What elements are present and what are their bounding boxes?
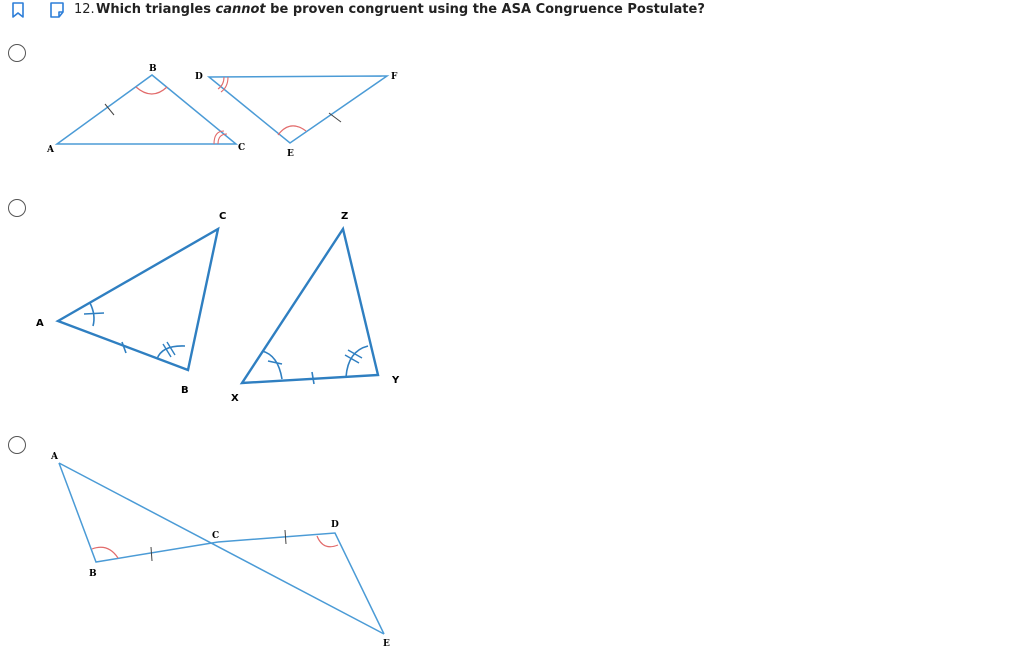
- triangle-abc: [57, 75, 236, 144]
- question-number: 12.: [74, 2, 95, 17]
- label-b: B: [149, 64, 157, 74]
- label-z: Z: [341, 211, 349, 222]
- note-icon[interactable]: [48, 1, 66, 19]
- label-a: A: [47, 145, 54, 155]
- tick-mark-ef: [329, 113, 341, 122]
- question-text-emphasis: cannot: [215, 2, 266, 17]
- label-d: D: [195, 72, 203, 82]
- angle-tick-a: [84, 313, 104, 314]
- label-a: A: [36, 318, 44, 329]
- triangle-xyz: [242, 229, 378, 383]
- label-c: C: [212, 531, 220, 541]
- question-header: [0, 0, 1013, 20]
- label-f: F: [391, 72, 398, 82]
- label-d: D: [331, 520, 339, 530]
- angle-mark-x: [262, 351, 282, 379]
- angle-mark-b: [136, 87, 167, 94]
- label-b: B: [181, 385, 189, 396]
- answer-radio-option-1[interactable]: [8, 44, 26, 62]
- angle-tick-x: [268, 361, 282, 364]
- tick-mark-cd: [285, 530, 286, 544]
- question-text: [96, 1, 705, 18]
- answer-radio-option-3[interactable]: [8, 436, 26, 454]
- option-3-figure: [30, 445, 430, 657]
- label-x: X: [231, 393, 239, 404]
- triangle-abc-sides: [59, 463, 218, 562]
- label-y: Y: [392, 375, 400, 386]
- option-2-figure: [30, 205, 430, 405]
- question-text-end: be proven congruent using the ASA Congruence Postulate?: [265, 2, 705, 17]
- angle-mark-e: [278, 126, 306, 135]
- triangle-cde-sides: [218, 533, 384, 634]
- angle-mark-d: [317, 536, 338, 547]
- label-b: B: [89, 569, 97, 579]
- label-e: E: [383, 639, 390, 649]
- triangle-def: [209, 76, 387, 143]
- label-c: C: [238, 143, 246, 153]
- angle-tick-y-2: [348, 350, 362, 358]
- question-text-start: Which triangles: [96, 2, 216, 17]
- tick-mark-bc: [151, 547, 152, 561]
- label-c: C: [219, 211, 227, 222]
- triangle-abc: [58, 229, 218, 370]
- label-a: A: [51, 452, 58, 462]
- label-e: E: [287, 149, 294, 159]
- option-1-figure: [30, 55, 430, 175]
- angle-mark-b: [92, 547, 118, 558]
- angle-mark-a: [90, 303, 94, 326]
- tick-mark-xy: [312, 372, 314, 384]
- bookmark-icon[interactable]: [9, 1, 27, 19]
- answer-radio-option-2[interactable]: [8, 199, 26, 217]
